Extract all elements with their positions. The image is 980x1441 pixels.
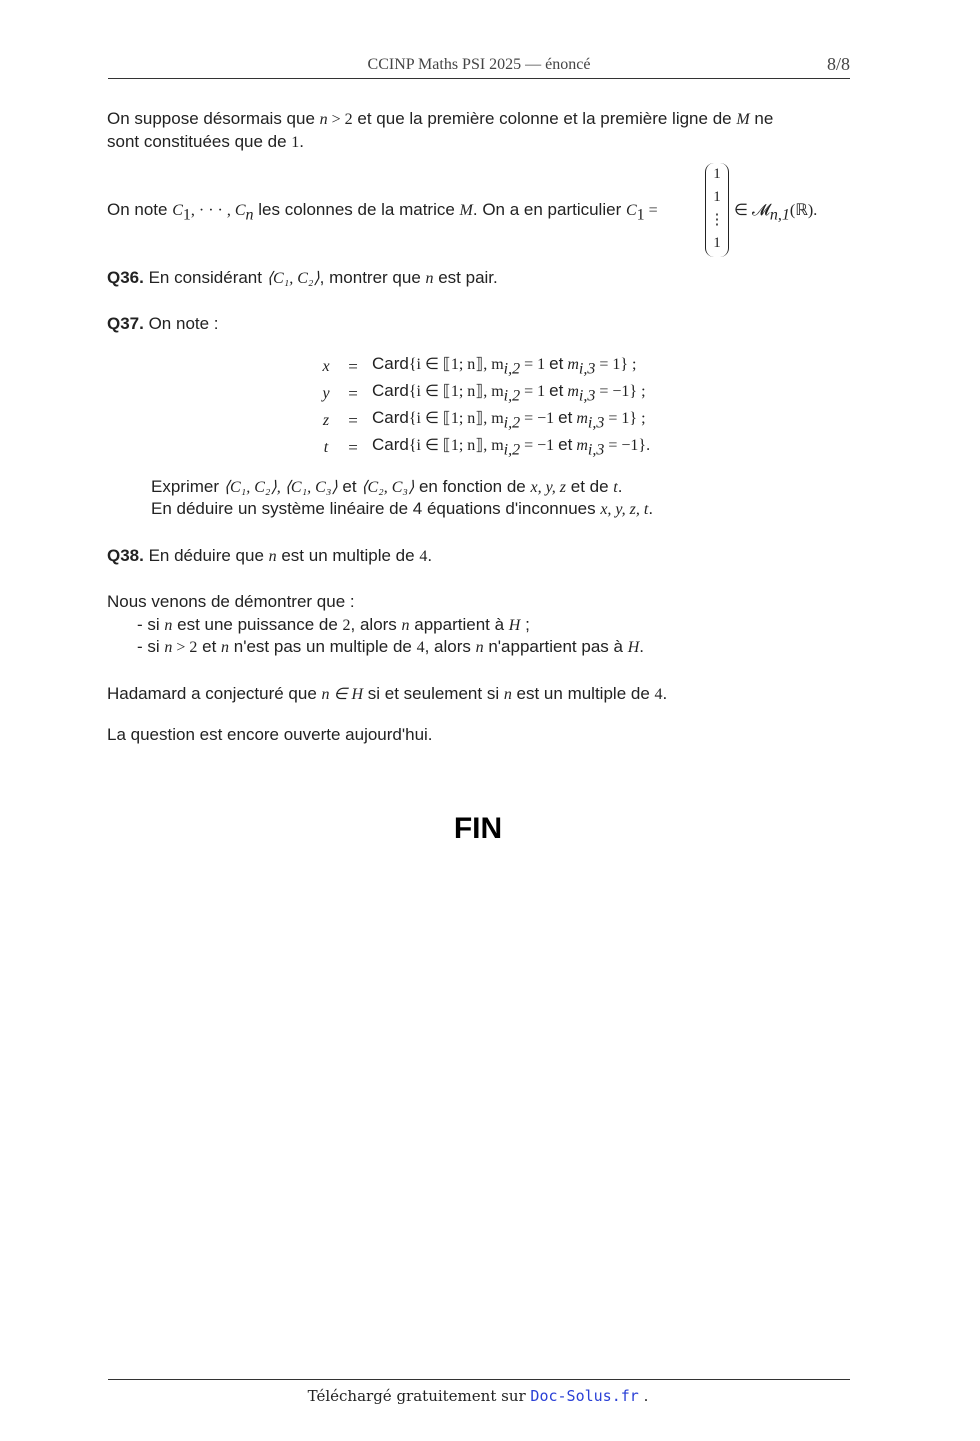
header-title: CCINP Maths PSI 2025 — énoncé — [367, 56, 591, 73]
item-text: n'est pas un multiple de — [229, 637, 417, 656]
math-sub: 1 — [182, 206, 191, 224]
math-space-end: (ℝ). — [789, 202, 818, 219]
columns-text: On note — [107, 200, 173, 219]
card-text: Card — [372, 354, 409, 374]
hadamard-text: est un multiple de — [511, 684, 655, 703]
math-expr: ⟨C₂, C₃⟩ — [361, 479, 415, 496]
math-set: {i ∈ ⟦1; n⟧, m — [408, 437, 504, 455]
item-text: . — [639, 637, 644, 656]
math-H: H — [508, 617, 521, 634]
eq-rhs — [372, 380, 650, 407]
equation-row — [318, 407, 650, 434]
math-set: {i ∈ ⟦1; n⟧, m — [408, 356, 504, 374]
columns-text: . On a en particulier — [472, 200, 626, 219]
math-m: m — [563, 356, 579, 374]
math-C: C — [625, 202, 637, 219]
page-header — [108, 54, 850, 79]
instruction-text: . — [648, 499, 654, 518]
eq-sign: = — [348, 383, 358, 403]
card-text: Card — [372, 408, 409, 428]
instruction-text: . — [617, 477, 623, 496]
instruction-text: En déduire un système linéaire de 4 équations d'inconnues — [151, 499, 601, 518]
hadamard-text: . — [662, 684, 668, 703]
end-marker: FIN — [453, 812, 503, 845]
math-n: n — [221, 639, 230, 656]
item-text: est une puissance de — [172, 615, 343, 634]
math-n: n — [475, 639, 484, 656]
math-four: 4 — [416, 639, 425, 656]
question-label: Q37. — [107, 314, 144, 333]
vector-entry: 1 — [713, 235, 721, 251]
question-text: En déduire que — [143, 546, 269, 565]
vector-entry: 1 — [713, 189, 721, 205]
equation-row — [318, 353, 650, 380]
math-vars: x, y, z — [530, 479, 567, 496]
math-n: n — [319, 111, 328, 128]
et-text: et — [549, 381, 564, 401]
math-t: t — [613, 479, 618, 496]
math-M: M — [459, 202, 473, 219]
question-36 — [107, 267, 852, 290]
intro-text: et que la première colonne et la première ligne de — [352, 109, 737, 128]
hadamard-text: si et seulement si — [363, 684, 504, 703]
intro-paragraph — [107, 108, 852, 154]
math-cond: = −1} ; — [595, 383, 646, 401]
eq-rhs — [372, 353, 650, 380]
intro-text: ne — [749, 109, 774, 128]
matrix-space — [734, 199, 817, 226]
math-sub: i,2 — [503, 387, 521, 405]
math-sub: n — [245, 206, 254, 224]
math-cond: = −1 — [520, 410, 559, 428]
open-question-note: La question est encore ouverte aujourd'hui. — [107, 725, 433, 744]
eq-lhs: t — [323, 438, 329, 456]
math-C: C — [234, 202, 246, 219]
instruction-text: et — [337, 477, 362, 496]
hadamard-text: Hadamard a conjecturé que — [107, 684, 322, 703]
conclusion-item-2 — [137, 636, 644, 659]
math-one: 1 — [291, 134, 300, 151]
math-four: 4 — [419, 548, 428, 565]
eq-sign: = — [348, 356, 358, 376]
question-37 — [107, 313, 852, 335]
math-expr: ⟨C₁, C₂⟩ — [266, 270, 320, 287]
math-cond: = 1 — [520, 356, 550, 374]
et-text: et — [558, 435, 573, 455]
item-text: , alors — [350, 615, 402, 634]
math-set: {i ∈ ⟦1; n⟧, m — [408, 410, 504, 428]
question-label: Q36. — [107, 268, 144, 287]
eq-lhs: y — [322, 384, 330, 402]
column-vector — [705, 163, 729, 257]
math-H: H — [627, 639, 640, 656]
item-text: n'appartient pas à — [483, 637, 628, 656]
q37-instruction-1 — [151, 476, 622, 499]
math-sep: , · · · , — [190, 202, 235, 219]
math-cond: = 1} ; — [595, 356, 637, 374]
q37-instruction-2 — [151, 498, 653, 521]
math-n: n — [268, 548, 277, 565]
question-label: Q38. — [107, 546, 144, 565]
math-set: {i ∈ ⟦1; n⟧, m — [408, 383, 504, 401]
page-footer — [0, 1387, 956, 1405]
intro-text: . — [299, 132, 305, 151]
math-sub: i,3 — [587, 414, 605, 432]
math-C: C — [172, 202, 183, 219]
math-sub: 1 — [636, 206, 645, 224]
intro-text: On suppose désormais que — [107, 109, 320, 128]
page-number: 8/8 — [826, 54, 850, 74]
math-expr: n ∈ H — [321, 686, 364, 703]
item-text: , alors — [424, 637, 476, 656]
math-m: m — [572, 410, 588, 428]
math-sub: i,3 — [587, 441, 605, 459]
math-n: n — [401, 617, 410, 634]
footer-text: Téléchargé gratuitement sur — [307, 1387, 531, 1405]
eq-sign: = — [348, 410, 358, 430]
intro-text: sont constituées que de — [107, 132, 292, 151]
math-two: 2 — [342, 617, 351, 634]
math-cond: = −1}. — [604, 437, 651, 455]
question-38 — [107, 545, 852, 568]
math-eq: = — [644, 202, 658, 219]
eq-rhs — [372, 407, 650, 434]
math-m: m — [563, 383, 579, 401]
equation-row — [318, 380, 650, 407]
equation-row — [318, 434, 650, 461]
item-text: - si — [137, 637, 165, 656]
question-text: En considérant — [143, 268, 267, 287]
question-text: . — [427, 546, 433, 565]
card-text: Card — [372, 435, 409, 455]
footer-link[interactable]: Doc-Solus.fr — [530, 1387, 639, 1405]
instruction-text: Exprimer — [151, 477, 224, 496]
et-text: et — [558, 408, 573, 428]
question-text: est pair. — [433, 268, 498, 287]
math-sub: n,1 — [769, 206, 790, 224]
math-sub: i,3 — [578, 360, 596, 378]
question-text: , montrer que — [319, 268, 426, 287]
instruction-text: en fonction de — [414, 477, 531, 496]
math-m: m — [572, 437, 588, 455]
vector-entry: 1 — [713, 166, 721, 182]
math-n: n — [425, 270, 434, 287]
math-n: n — [164, 617, 173, 634]
item-text: appartient à — [409, 615, 509, 634]
item-text: ; — [520, 615, 530, 634]
eq-sign: = — [348, 437, 358, 457]
math-M: M — [736, 111, 750, 128]
question-text: On note : — [143, 314, 219, 333]
math-n: n — [503, 686, 512, 703]
card-text: Card — [372, 381, 409, 401]
eq-lhs: x — [322, 357, 330, 375]
eq-lhs: z — [322, 411, 330, 429]
math-cond: = 1 — [520, 383, 550, 401]
math-vars: x, y, z, t — [600, 501, 649, 518]
math-sub: i,2 — [503, 441, 521, 459]
math-n: n — [164, 639, 173, 656]
instruction-text: et de — [566, 477, 614, 496]
hadamard-conjecture — [107, 683, 852, 706]
math-four: 4 — [654, 686, 663, 703]
conclusion-item-1 — [137, 614, 530, 637]
question-text: est un multiple de — [276, 546, 420, 565]
eq-rhs — [372, 434, 650, 461]
math-cond: = −1 — [520, 437, 559, 455]
et-text: et — [549, 354, 564, 374]
math-cond: = 1} ; — [604, 410, 646, 428]
math-sub: i,2 — [503, 360, 521, 378]
math-gt2: > 2 — [172, 639, 198, 656]
math-sub: i,2 — [503, 414, 521, 432]
math-expr: ⟨C₁, C₂⟩, ⟨C₁, C₃⟩ — [223, 479, 338, 496]
math-gt2: > 2 — [327, 111, 353, 128]
item-text: - si — [137, 615, 165, 634]
footer-divider — [108, 1379, 850, 1380]
conclusion-intro: Nous venons de démontrer que : — [107, 592, 355, 611]
columns-text: les colonnes de la matrice — [253, 200, 460, 219]
math-space: ∈ 𝓜 — [734, 202, 770, 219]
vector-entry: ⋮ — [709, 212, 725, 228]
item-text: et — [197, 637, 222, 656]
math-sub: i,3 — [578, 387, 596, 405]
footer-text: . — [638, 1387, 649, 1405]
equation-array — [318, 353, 650, 461]
